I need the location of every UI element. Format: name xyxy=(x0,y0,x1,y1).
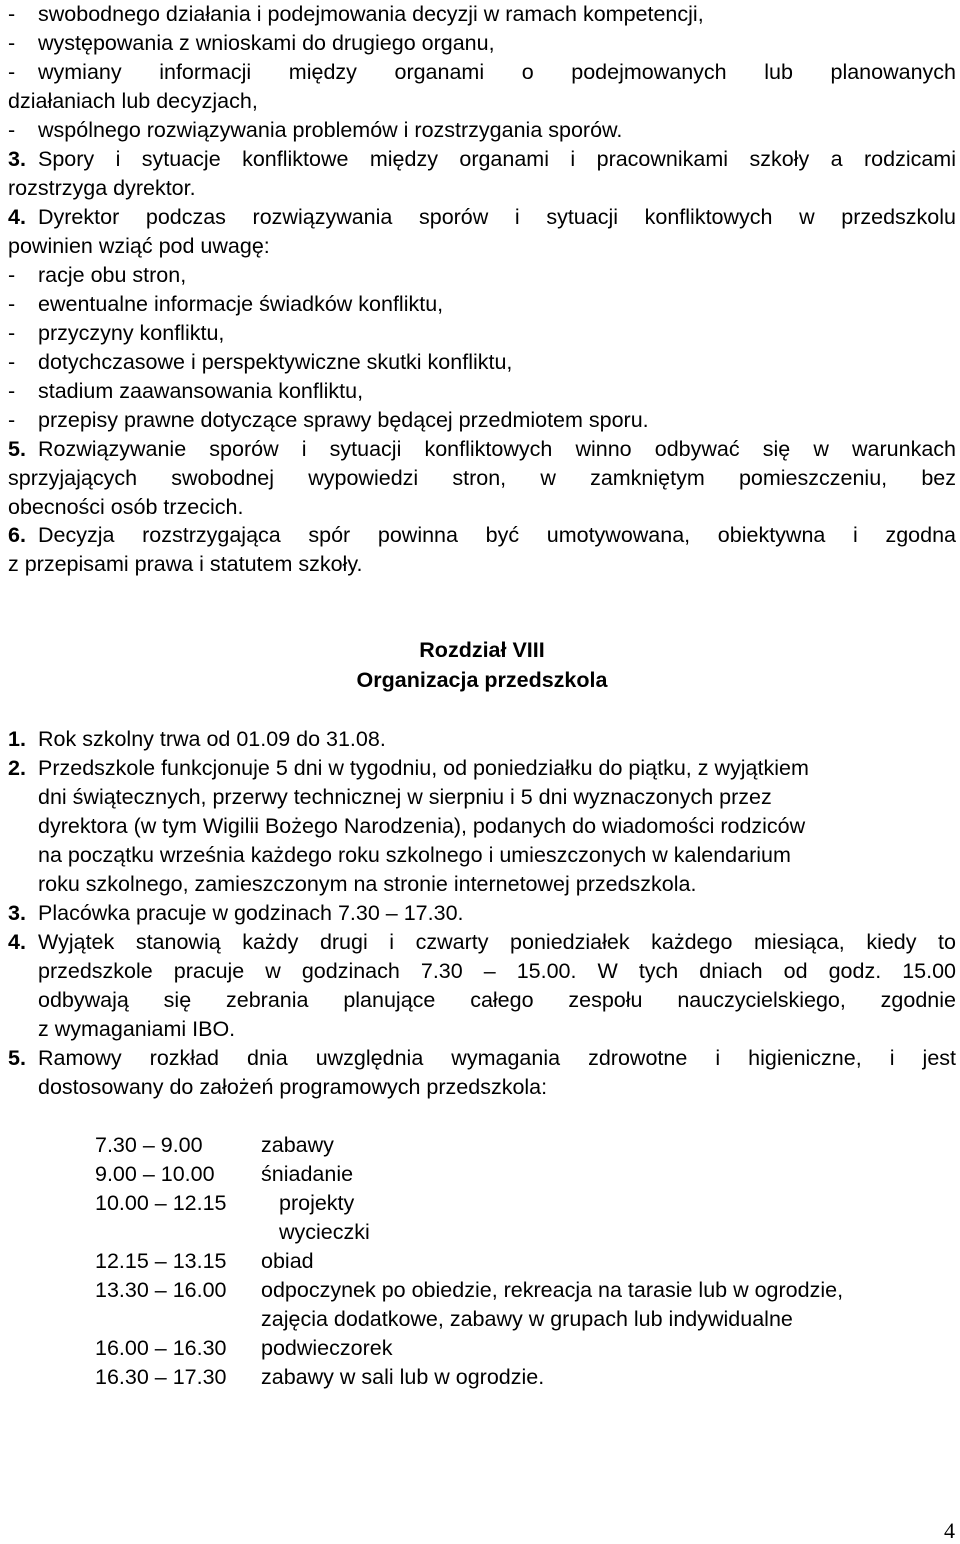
dash-bullet: - xyxy=(8,31,16,55)
list-item: - racje obu stron, xyxy=(8,261,956,290)
paragraph-number: 6. xyxy=(8,523,26,547)
dash-bullet: - xyxy=(8,118,16,142)
dash-bullet: - xyxy=(8,2,16,26)
schedule-activity: zabawy w sali lub w ogrodzie. xyxy=(261,1365,545,1389)
paragraph-4: 4. Dyrektor podczas rozwiązywania sporów i sytuacji konfliktowych w przedszkolu powinien wziąć pod uwagę: - racje obu stron, - ewentualne informacje świadków konfliktu, - przyczyny konfliktu, - dotychczasowe i perspektywiczne skutki konfliktu, - stadium zaawansowania konfliktu, - przepisy prawne dotyczące sprawy będącej przedmiotem sporu. xyxy=(8,203,956,435)
schedule-activity: śniadanie xyxy=(261,1162,354,1186)
list-item: - wspólnego rozwiązywania problemów i rozstrzygania sporów. xyxy=(8,116,956,145)
paragraph-number: 4. xyxy=(8,205,26,229)
dash-bullet: - xyxy=(8,263,16,287)
paragraph-6: 6. Decyzja rozstrzygająca spór powinna być umotywowana, obiektywna i zgodna z przepisami prawa i statutem szkoły. xyxy=(8,523,956,576)
dash-bullet: - xyxy=(8,60,16,84)
paragraph-number: 1. xyxy=(8,727,26,751)
schedule-activity: podwieczorek xyxy=(261,1336,393,1360)
dash-bullet: - xyxy=(8,350,16,374)
chapter-heading xyxy=(8,635,956,695)
schedule-time: 7.30 – 9.00 xyxy=(95,1133,203,1157)
schedule-time: 12.15 – 13.15 xyxy=(95,1249,227,1273)
schedule-time: 13.30 – 16.00 xyxy=(95,1278,227,1302)
schedule-time: 9.00 – 10.00 xyxy=(95,1162,215,1186)
list-item: - ewentualne informacje świadków konfliktu, xyxy=(8,290,956,319)
paragraph-number: 5. xyxy=(8,1046,26,1070)
dash-bullet: - xyxy=(8,292,16,316)
paragraph-5: 5. Rozwiązywanie sporów i sytuacji konfliktowych winno odbywać się w warunkach sprzyjających swobodnej wypowiedzi stron, w zamkniętym pomieszczeniu, bez obecności osób trzecich. xyxy=(8,437,956,519)
list-item: - występowania z wnioskami do drugiego organu, xyxy=(8,29,956,58)
chapter-title: Rozdział VIII xyxy=(419,638,545,662)
schedule-activity: wycieczki xyxy=(279,1220,370,1244)
schedule-activity: zabawy xyxy=(261,1133,334,1157)
cooperation-list xyxy=(8,0,956,145)
dash-bullet: - xyxy=(8,408,16,432)
list-item: - swobodnego działania i podejmowania decyzji w ramach kompetencji, xyxy=(8,0,956,29)
paragraph-3: 3. Spory i sytuacje konfliktowe między organami i pracownikami szkoły a rodzicami rozstrzyga dyrektor. xyxy=(8,147,956,200)
chapter-subtitle: Organizacja przedszkola xyxy=(356,668,608,692)
schedule-activity: obiad xyxy=(261,1249,314,1273)
paragraph-number: 4. xyxy=(8,930,26,954)
paragraph-number: 2. xyxy=(8,756,26,780)
chapter-paragraph-1: 1. Rok szkolny trwa od 01.09 do 31.08. xyxy=(8,725,956,754)
list-item: - przepisy prawne dotyczące sprawy będącej przedmiotem sporu. xyxy=(8,406,956,435)
paragraph-number: 5. xyxy=(8,437,26,461)
list-item: - stadium zaawansowania konfliktu, xyxy=(8,377,956,406)
list-item-continuation: działaniach lub decyzjach, xyxy=(8,89,258,113)
chapter-paragraph-2: 2. Przedszkole funkcjonuje 5 dni w tygodniu, od poniedziałku do piątku, z wyjątkiem dni świątecznych, przerwy technicznej w sierpniu i 5 dni wyznaczonych przez dyrektora (w tym Wigilii Bożego Narodzenia), podanych do wiadomości rodziców na początku września każdego roku szkolnego i umieszczonych w kalendarium roku szkolnego, zamieszczonym na stronie internetowej przedszkola. xyxy=(8,756,809,896)
dash-bullet: - xyxy=(8,379,16,403)
schedule-time: 10.00 – 12.15 xyxy=(95,1191,227,1215)
schedule-time: 16.30 – 17.30 xyxy=(95,1365,227,1389)
list-item: - dotychczasowe i perspektywiczne skutki konfliktu, xyxy=(8,348,956,377)
list-item: - wymiany informacji między organami o podejmowanych lub planowanych xyxy=(8,58,956,87)
schedule-time: 16.00 – 16.30 xyxy=(95,1336,227,1360)
list-item: - przyczyny konfliktu, xyxy=(8,319,956,348)
chapter-paragraph-3: 3. Placówka pracuje w godzinach 7.30 – 17.30. xyxy=(8,899,956,928)
schedule-activity: projekty xyxy=(279,1191,355,1215)
paragraph-number: 3. xyxy=(8,147,26,171)
dash-bullet: - xyxy=(8,321,16,345)
schedule-activity: odpoczynek po obiedzie, rekreacja na tarasie lub w ogrodzie, xyxy=(261,1278,844,1302)
page-number: 4 xyxy=(944,1518,955,1543)
chapter-paragraph-5: 5. Ramowy rozkład dnia uwzględnia wymagania zdrowotne i higieniczne, i jest dostosowany do założeń programowych przedszkola: xyxy=(8,1046,956,1099)
chapter-paragraph-4: 4. Wyjątek stanowią każdy drugi i czwarty poniedziałek każdego miesiąca, kiedy to przedszkole pracuje w godzinach 7.30 – 15.00. W tych dniach od godz. 15.00 odbywają się zebrania planujące całego zespołu nauczycielskiego, zgodnie z wymaganiami IBO. xyxy=(8,930,956,1041)
paragraph-number: 3. xyxy=(8,901,26,925)
schedule-activity: zajęcia dodatkowe, zabawy w grupach lub indywidualne xyxy=(261,1307,793,1331)
